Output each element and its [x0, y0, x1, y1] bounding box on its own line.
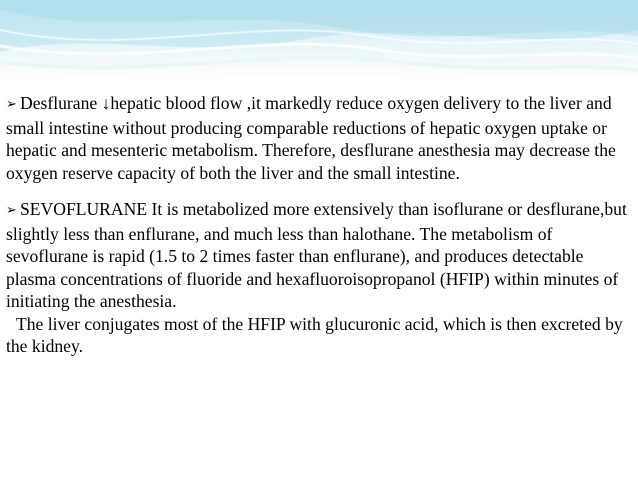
arrow-bullet-icon: ➢ — [6, 97, 17, 112]
slide-body — [6, 92, 630, 358]
paragraph-sevoflurane-continuation: The liver conjugates most of the HFIP with glucuronic acid, which is then excreted by the kidney. — [6, 313, 623, 356]
paragraph-desflurane-text: Desflurane ↓hepatic blood flow ,it markedly reduce oxygen delivery to the liver and small intestine without producing comparable reductions of hepatic oxygen uptake or hepatic and mesenteric metabolism. Therefore, desflurane anesthesia may decrease the oxygen reserve capacity of both the liver and the small intestine. — [6, 93, 616, 183]
header-decoration — [0, 0, 638, 78]
arrow-bullet-icon: ➢ — [6, 203, 17, 218]
paragraph-desflurane — [6, 92, 630, 184]
paragraph-sevoflurane — [6, 198, 630, 358]
header-wave-graphic — [0, 0, 638, 78]
paragraph-sevoflurane-text: SEVOFLURANE It is metabolized more extensively than isoflurane or desflurane,but slightly less than enflurane, and much less than halothane. The metabolism of sevoflurane is rapid (1.5 to 2 times faster than enflurane), and produces detectable plasma concentrations of fluoride and hexafluoroisopropanol (HFIP) within minutes of initiating the anesthesia. — [6, 199, 627, 311]
